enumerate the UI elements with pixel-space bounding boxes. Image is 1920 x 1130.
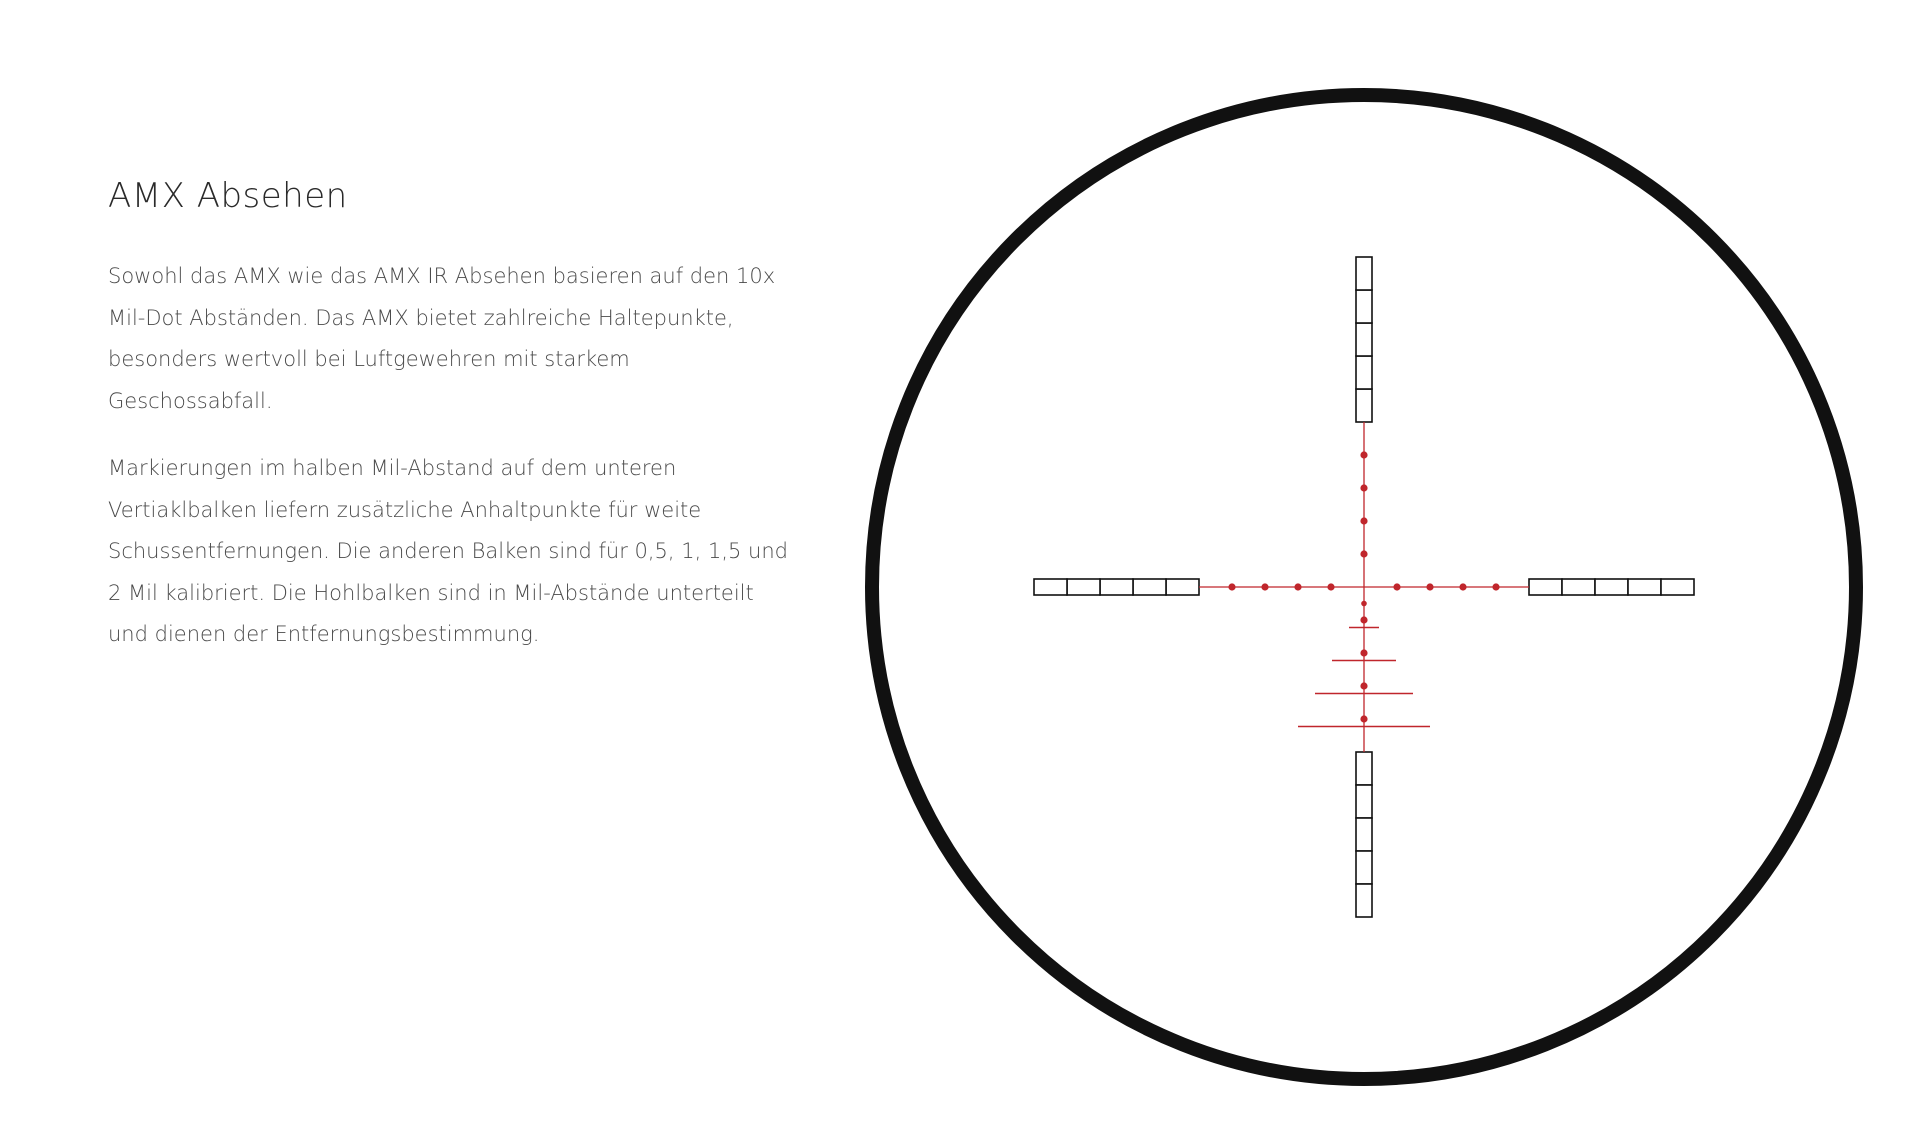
mil-dot xyxy=(1360,616,1367,623)
description-paragraph-1: Sowohl das AMX wie das AMX IR Absehen basieren auf den 10x Mil-Dot Abständen. Das AMX bietet zahlreiche Haltepunkte, besonders wertvoll bei Luftgewehren mit starkem Geschossabfall. xyxy=(108,264,776,413)
top-hollow-bar-segment xyxy=(1356,389,1372,422)
right-hollow-bar-segment xyxy=(1529,579,1562,595)
bottom-hollow-bar-segment xyxy=(1356,785,1372,818)
top-hollow-bar-segment xyxy=(1356,290,1372,323)
bottom-hollow-bar-segment xyxy=(1356,818,1372,851)
half-mil-dot xyxy=(1361,601,1367,607)
top-hollow-bar xyxy=(1356,257,1372,422)
mil-dot xyxy=(1360,451,1367,458)
mil-dot xyxy=(1261,583,1268,590)
mil-dot xyxy=(1492,583,1499,590)
mil-dot xyxy=(1393,583,1400,590)
left-hollow-bar-segment xyxy=(1067,579,1100,595)
left-hollow-bar-segment xyxy=(1100,579,1133,595)
left-hollow-bar-segment xyxy=(1034,579,1067,595)
mil-dot xyxy=(1360,682,1367,689)
illuminated-reticle-layer xyxy=(1199,422,1529,752)
right-hollow-bar-segment xyxy=(1595,579,1628,595)
bottom-hollow-bar-segment xyxy=(1356,884,1372,917)
mil-dot xyxy=(1426,583,1433,590)
mil-dot xyxy=(1360,550,1367,557)
mil-dot xyxy=(1294,583,1301,590)
top-hollow-bar-segment xyxy=(1356,356,1372,389)
right-hollow-bar-segment xyxy=(1562,579,1595,595)
mil-dot xyxy=(1360,484,1367,491)
left-hollow-bar-segment xyxy=(1133,579,1166,595)
top-hollow-bar-segment xyxy=(1356,323,1372,356)
mil-dot xyxy=(1228,583,1235,590)
description-paragraph-2: Markierungen im halben Mil-Abstand auf dem unteren Vertiaklbalken liefern zusätzliche Anhaltpunkte für weite Schussentfernungen. Die anderen Balken sind für 0,5, 1, 1,5 und 2 Mil kalibriert. Die Hohlbalken sind in Mil-Abstände unterteilt und dienen der Entfernungsbestimmung. xyxy=(108,456,788,646)
mil-dot xyxy=(1360,649,1367,656)
mil-dot xyxy=(1459,583,1466,590)
right-hollow-bar-segment xyxy=(1661,579,1694,595)
left-hollow-bar xyxy=(1034,579,1199,595)
top-hollow-bar-segment xyxy=(1356,257,1372,290)
mil-dot xyxy=(1360,715,1367,722)
mil-dot xyxy=(1360,517,1367,524)
right-hollow-bar xyxy=(1529,579,1694,595)
left-hollow-bar-segment xyxy=(1166,579,1199,595)
bottom-hollow-bar-segment xyxy=(1356,851,1372,884)
bottom-hollow-bar-segment xyxy=(1356,752,1372,785)
page-title: AMX Absehen xyxy=(108,176,348,216)
mil-dot xyxy=(1327,583,1334,590)
right-hollow-bar-segment xyxy=(1628,579,1661,595)
bottom-hollow-bar xyxy=(1356,752,1372,917)
